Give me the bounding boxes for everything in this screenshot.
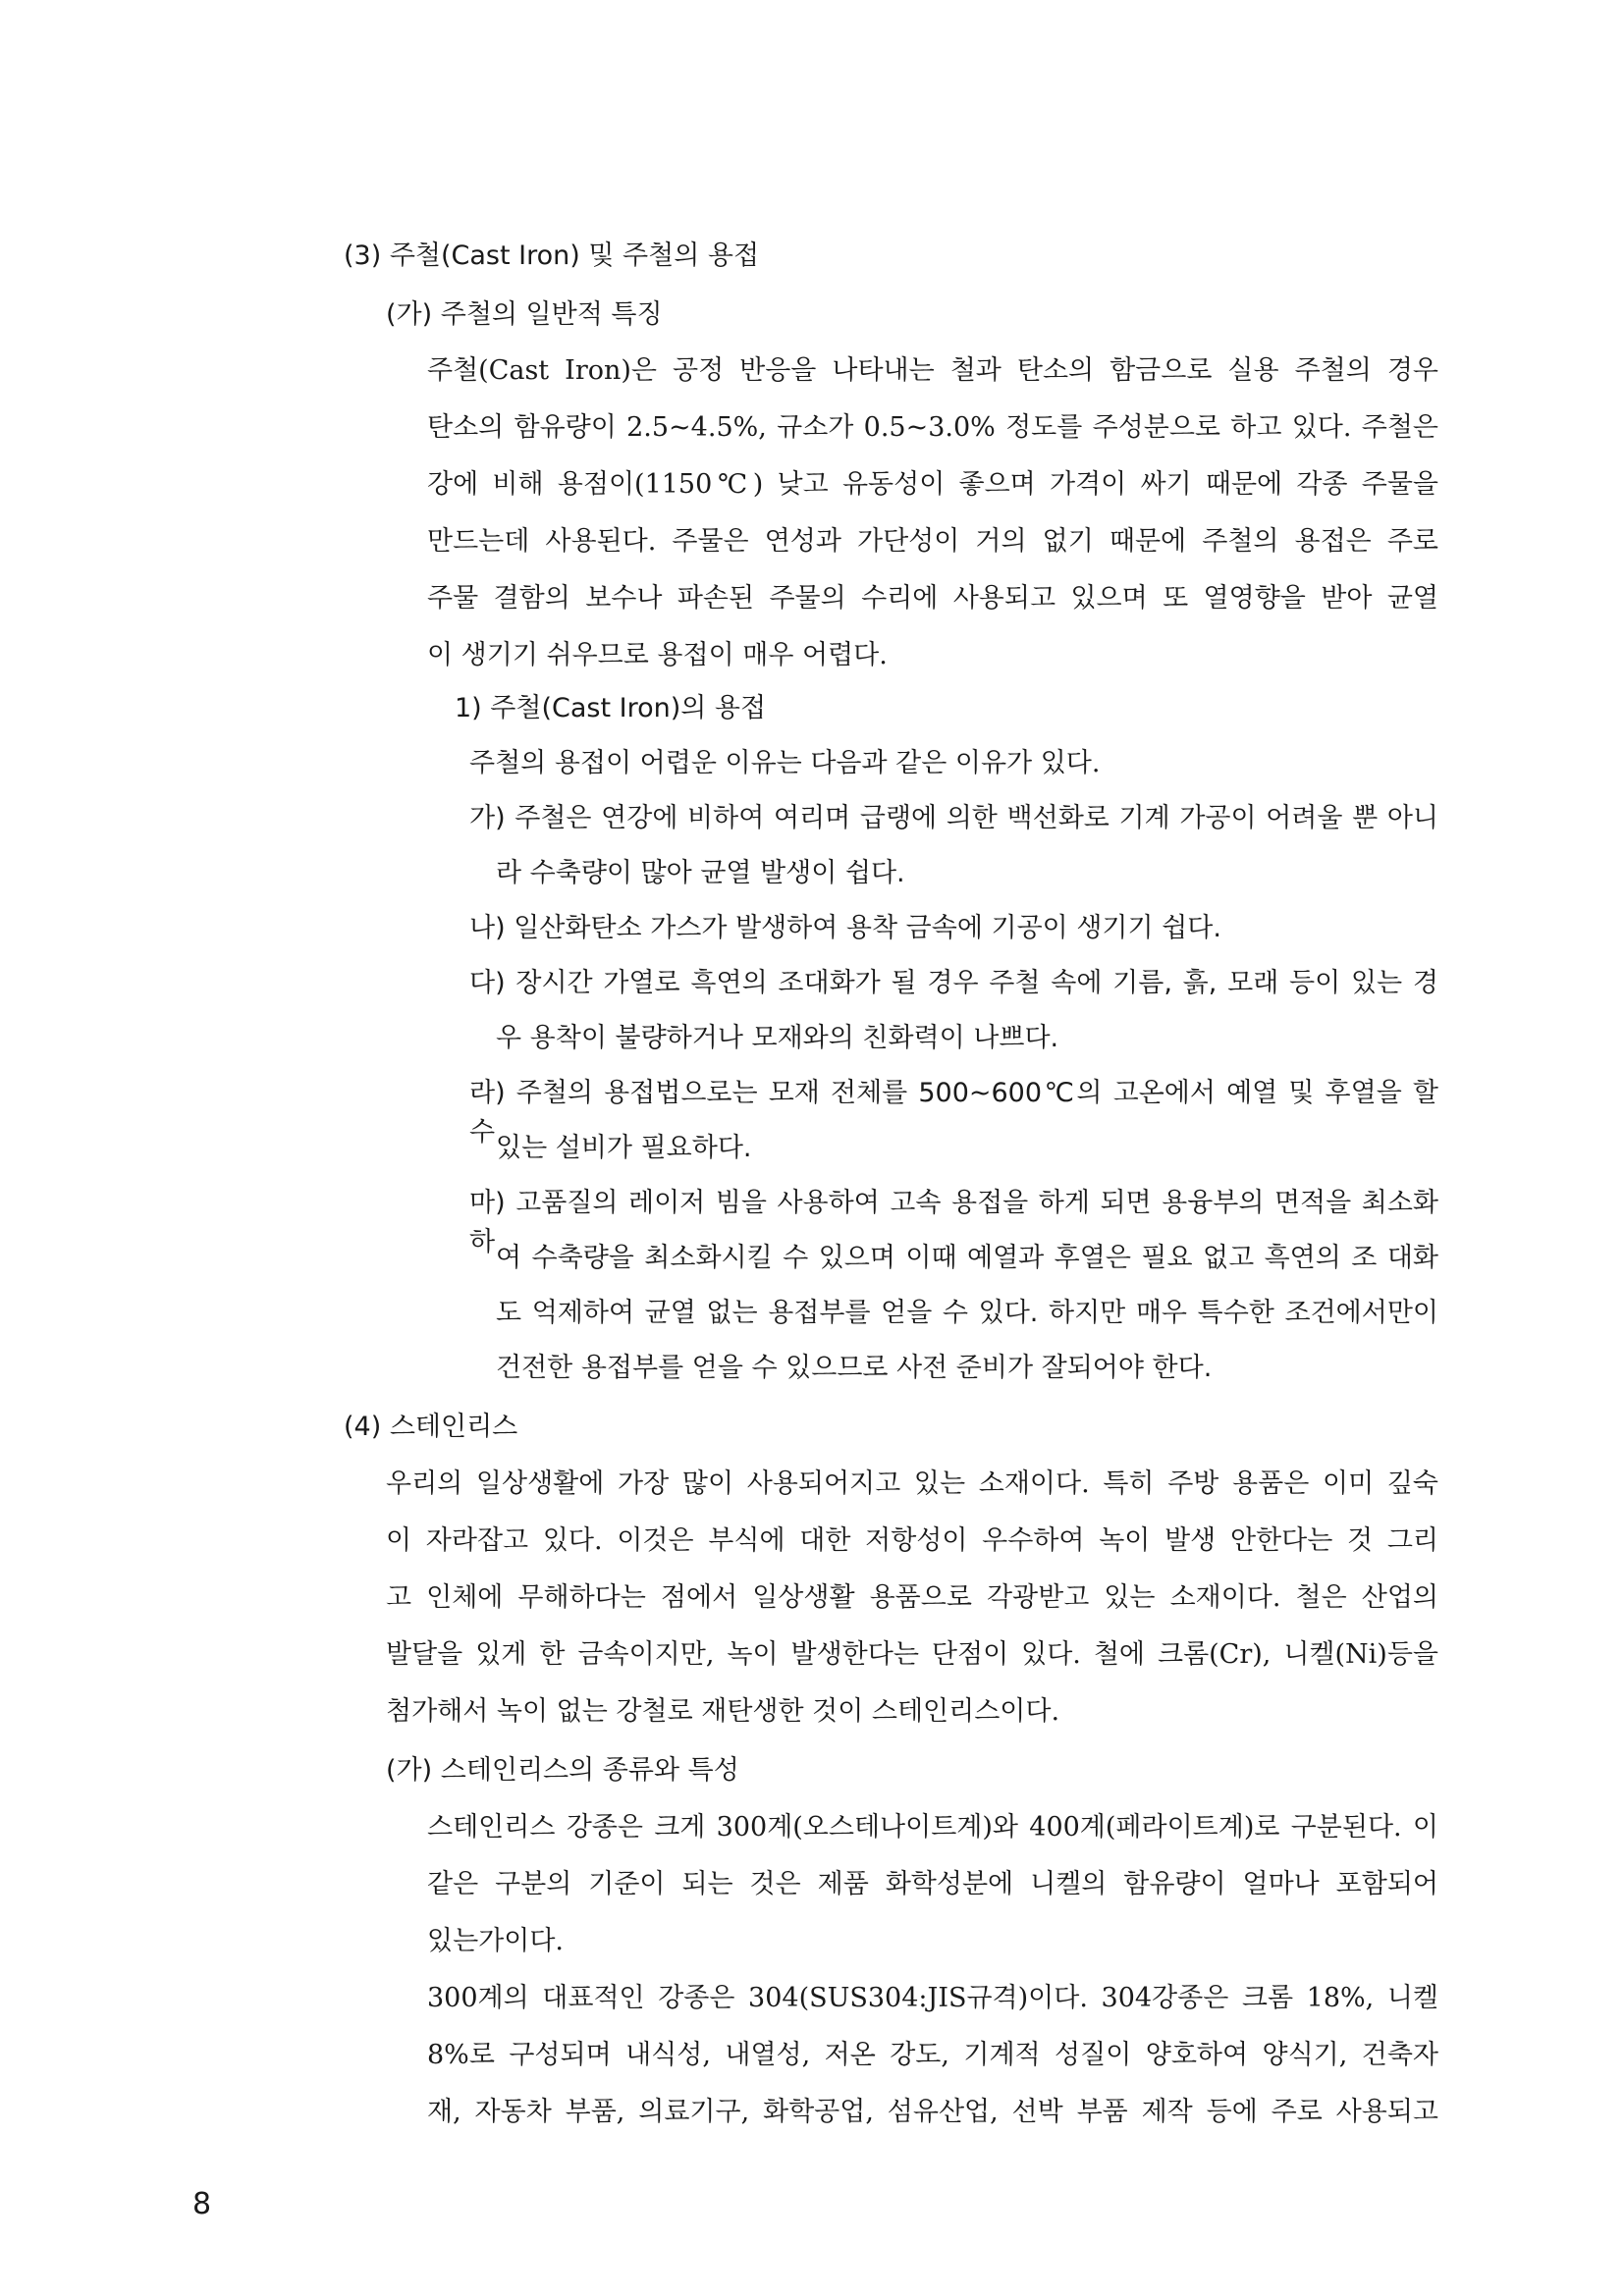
paragraph-line: 주물 결함의 보수나 파손된 주물의 수리에 사용되고 있으며 또 열영향을 받아 균열 xyxy=(427,583,1438,614)
paragraph-line: 우리의 일상생활에 가장 많이 사용되어지고 있는 소재이다. 특히 주방 용품은 이미 깊숙 xyxy=(386,1468,1438,1499)
list-item-ra: 라) 주철의 용접법으로는 모재 전체를 500~600℃의 고온에서 예열 및 후열을 할 수 xyxy=(469,1078,1438,1148)
paragraph-line: 300계의 대표적인 강종은 304(SUS304:JIS규격)이다. 304강종은 크롬 18%, 니켈 xyxy=(427,1983,1438,2013)
paragraph-line: 이 자라잡고 있다. 이것은 부식에 대한 저항성이 우수하여 녹이 발생 안한다는 것 그리 xyxy=(386,1525,1438,1556)
paragraph-line: 고 인체에 무해하다는 점에서 일상생활 용품으로 각광받고 있는 소재이다. 철은 산업의 xyxy=(386,1582,1438,1613)
paragraph-line: 이 생기기 쉬우므로 용접이 매우 어렵다. xyxy=(427,640,888,670)
list-item-ma-cont: 도 억제하여 균열 없는 용접부를 얻을 수 있다. 하지만 매우 특수한 조건에서만이 xyxy=(496,1298,1438,1328)
item-heading-cast-iron-welding: 1) 주철(Cast Iron)의 용접 xyxy=(455,693,767,723)
list-item-na: 나) 일산화탄소 가스가 발생하여 용착 금속에 기공이 생기기 쉽다. xyxy=(469,913,1221,943)
paragraph-line: 강에 비해 용점이(1150℃) 낮고 유동성이 좋으며 가격이 싸기 때문에 각종 주물을 xyxy=(427,469,1438,500)
list-item-ma: 마) 고품질의 레이저 빔을 사용하여 고속 용접을 하게 되면 용융부의 면적을 최소화하 xyxy=(469,1188,1438,1257)
paragraph-line: 만드는데 사용된다. 주물은 연성과 가단성이 거의 없기 때문에 주철의 용접은 주로 xyxy=(427,526,1438,557)
paragraph-line: 첨가해서 녹이 없는 강철로 재탄생한 것이 스테인리스이다. xyxy=(386,1696,1060,1727)
paragraph-line: 같은 구분의 기준이 되는 것은 제품 화학성분에 니켈의 함유량이 얼마나 포함되어 xyxy=(427,1869,1438,1899)
item-intro: 주철의 용접이 어렵운 이유는 다음과 같은 이유가 있다. xyxy=(469,748,1101,778)
paragraph-line: 있는가이다. xyxy=(427,1926,564,1956)
subsection-heading-stainless-types: (가) 스테인리스의 종류와 특성 xyxy=(386,1755,739,1786)
page-number: 8 xyxy=(192,2187,212,2221)
section-heading-4: (4) 스테인리스 xyxy=(344,1412,518,1442)
section-heading-3: (3) 주철(Cast Iron) 및 주철의 용접 xyxy=(344,240,760,271)
paragraph-line: 재, 자동차 부품, 의료기구, 화학공업, 섬유산업, 선박 부품 제작 등에 주로 사용되고 xyxy=(427,2097,1438,2127)
paragraph-line: 주철(Cast Iron)은 공정 반응을 나타내는 철과 탄소의 함금으로 실용 주철의 경우 xyxy=(427,355,1438,386)
paragraph-line: 발달을 있게 한 금속이지만, 녹이 발생한다는 단점이 있다. 철에 크롬(Cr), 니켈(Ni)등을 xyxy=(386,1639,1438,1670)
list-item-ga: 가) 주철은 연강에 비하여 여리며 급랭에 의한 백선화로 기계 가공이 어려울 뿐 아니 xyxy=(469,803,1438,833)
list-item-da: 다) 장시간 가열로 흑연의 조대화가 될 경우 주철 속에 기름, 흙, 모래 등이 있는 경 xyxy=(469,968,1438,998)
list-item-ma-cont: 건전한 용접부를 얻을 수 있으므로 사전 준비가 잘되어야 한다. xyxy=(496,1353,1213,1383)
list-item-ma-cont: 여 수축량을 최소화시킬 수 있으며 이때 예열과 후열은 필요 없고 흑연의 조 대화 xyxy=(496,1243,1438,1273)
paragraph-line: 탄소의 함유량이 2.5~4.5%, 규소가 0.5~3.0% 정도를 주성분으로 하고 있다. 주철은 xyxy=(427,412,1438,443)
paragraph-line: 스테인리스 강종은 크게 300계(오스테나이트계)와 400계(페라이트계)로 구분된다. 이 xyxy=(427,1812,1438,1842)
list-item-ra-cont: 있는 설비가 필요하다. xyxy=(496,1133,752,1163)
list-item-ga-cont: 라 수축량이 많아 균열 발생이 쉽다. xyxy=(496,858,905,888)
list-item-da-cont: 우 용착이 불량하거나 모재와의 친화력이 나쁘다. xyxy=(496,1023,1059,1053)
subsection-heading-cast-iron-features: (가) 주철의 일반적 특징 xyxy=(386,299,663,330)
paragraph-line: 8%로 구성되며 내식성, 내열성, 저온 강도, 기계적 성질이 양호하여 양식기, 건축자 xyxy=(427,2040,1438,2070)
